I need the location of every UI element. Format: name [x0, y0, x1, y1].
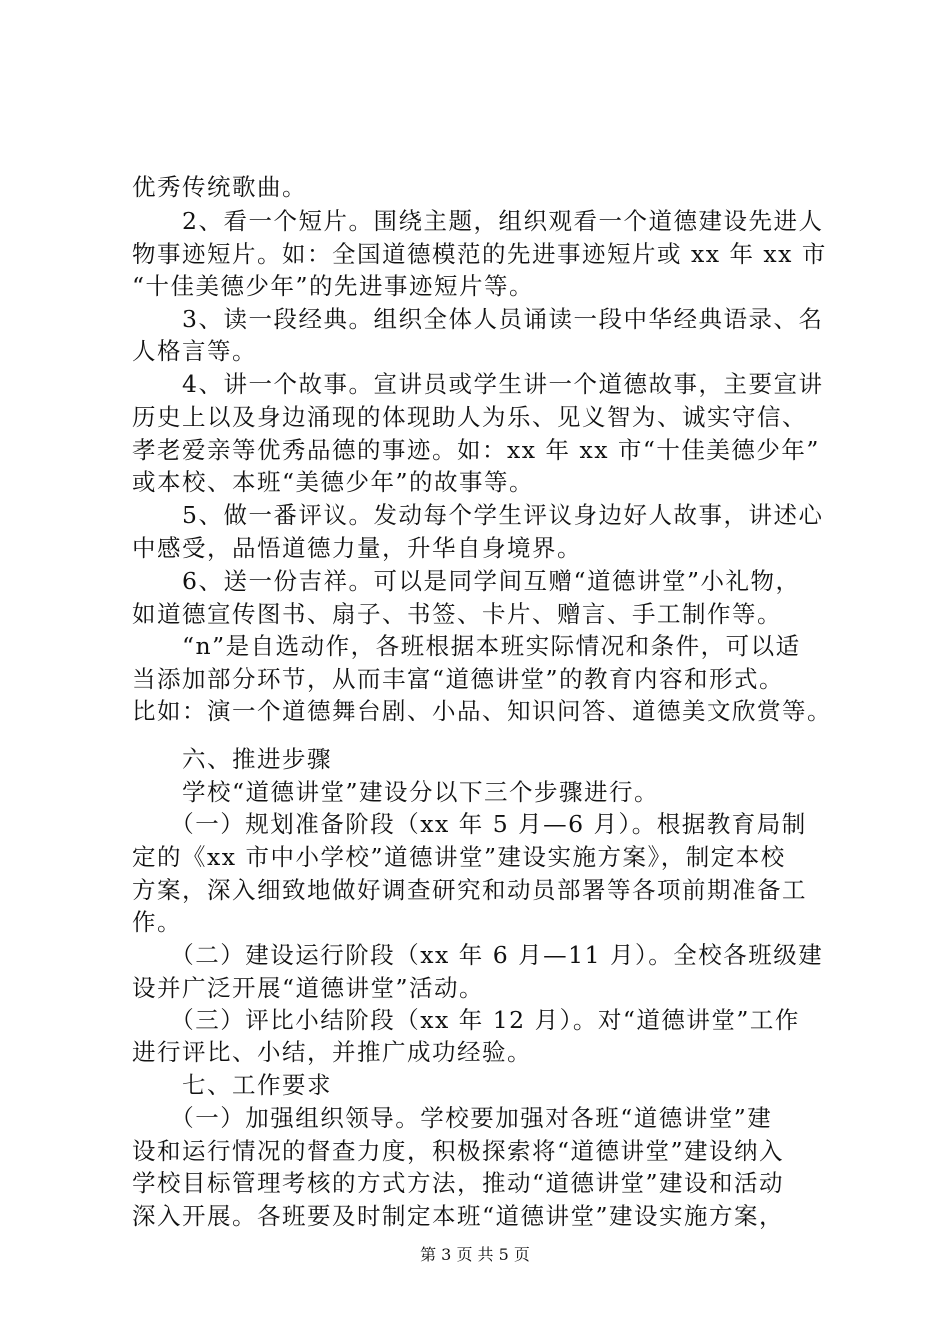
- text-line: 当添加部分环节，从而丰富“道德讲堂”的教育内容和形式。: [132, 665, 785, 693]
- text-line: 学校目标管理考核的方式方法，推动“道德讲堂”建设和活动: [132, 1169, 785, 1197]
- page-footer: 第 3 页 共 5 页: [420, 1245, 530, 1264]
- text-line: （一）规划准备阶段（xx 年 5 月—6 月）。根据教育局制: [132, 810, 807, 838]
- text-line: 方案，深入细致地做好调查研究和动员部署等各项前期准备工: [132, 876, 807, 904]
- text-line: 3、读一段经典。组织全体人员诵读一段中华经典语录、名: [132, 305, 824, 333]
- text-line: 或本校、本班“美德少年”的故事等。: [132, 468, 535, 496]
- text-line: 深入开展。各班要及时制定本班“道德讲堂”建设实施方案，: [132, 1202, 785, 1230]
- text-line: 定的《xx 市中小学校”道德讲堂”建设实施方案》，制定本校: [132, 843, 786, 871]
- text-line: 物事迹短片。如：全国道德模范的先进事迹短片或 xx 年 xx 市: [132, 240, 827, 268]
- text-line: 设和运行情况的督查力度，积极探索将“道德讲堂”建设纳入: [132, 1137, 785, 1165]
- text-line: 人格言等。: [132, 337, 257, 365]
- text-line: 5、做一番评议。发动每个学生评议身边好人故事，讲述心: [132, 501, 824, 529]
- text-line: 比如：演一个道德舞台剧、小品、知识问答、道德美文欣赏等。: [132, 697, 832, 725]
- text-line: （二）建设运行阶段（xx 年 6 月—11 月）。全校各班级建: [132, 941, 824, 969]
- text-line: 4、讲一个故事。宣讲员或学生讲一个道德故事，主要宣讲: [132, 370, 824, 398]
- text-line: 孝老爱亲等优秀品德的事迹。如：xx 年 xx 市“十佳美德少年”: [132, 436, 820, 464]
- text-line: 2、看一个短片。围绕主题，组织观看一个道德建设先进人: [132, 207, 824, 235]
- text-line: “十佳美德少年”的先进事迹短片等。: [132, 272, 535, 300]
- text-line: 学校“道德讲堂”建设分以下三个步骤进行。: [132, 778, 660, 806]
- text-line: 设并广泛开展“道德讲堂”活动。: [132, 974, 485, 1002]
- text-line: 优秀传统歌曲。: [132, 173, 307, 201]
- text-line: （三）评比小结阶段（xx 年 12 月）。对“道德讲堂”工作: [132, 1006, 800, 1034]
- text-line: 如道德宣传图书、扇子、书签、卡片、赠言、手工制作等。: [132, 600, 782, 628]
- section-heading: 六、推进步骤: [132, 745, 332, 773]
- text-line: 历史上以及身边涌现的体现助人为乐、见义智为、诚实守信、: [132, 403, 807, 431]
- text-line: 中感受，品悟道德力量，升华自身境界。: [132, 534, 582, 562]
- text-line: “n”是自选动作，各班根据本班实际情况和条件，可以适: [132, 632, 801, 660]
- text-line: （一）加强组织领导。学校要加强对各班“道德讲堂”建: [132, 1104, 773, 1132]
- text-line: 作。: [132, 908, 182, 936]
- section-heading: 七、工作要求: [132, 1071, 332, 1099]
- text-line: 进行评比、小结，并推广成功经验。: [132, 1038, 532, 1066]
- text-line: 6、送一份吉祥。可以是同学间互赠“道德讲堂”小礼物，: [132, 567, 801, 595]
